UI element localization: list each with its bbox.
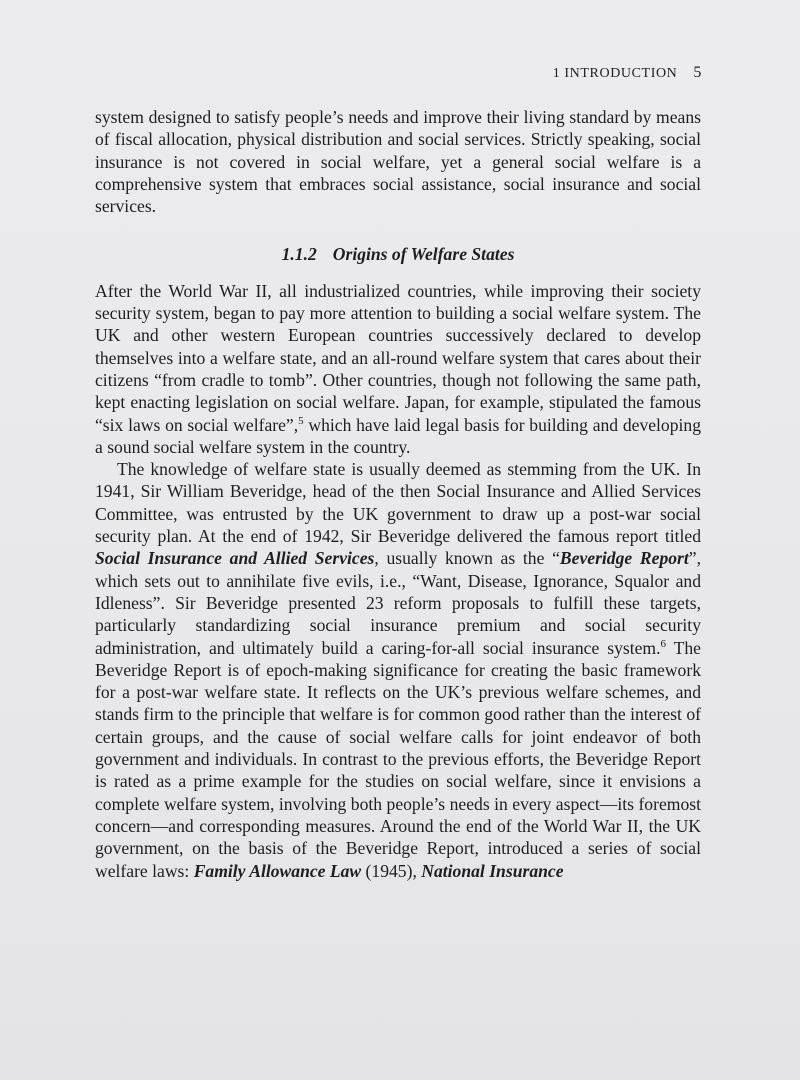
section-title: Origins of Welfare States (332, 244, 515, 265)
section-heading (95, 243, 701, 265)
section-number: 1.1.2 (281, 244, 317, 265)
text-run: The knowledge of welfare state is usually deemed as stemming from the UK. In 1941, Sir William Beveridge, head of the then Social Insurance and Allied Services Committee, was entrusted by the UK government to draw up a post-war social security plan. At the end of 1942, Sir Beveridge delivered the famous report titled (95, 459, 701, 547)
footnote-ref-5: 5 (298, 414, 304, 427)
text-run: The Beveridge Report is of epoch-making significance for creating the basic framework for a post-war welfare state. It reflects on the UK’s previous welfare schemes, and stands firm to the principle that welfare is for common good rather than the interest of certain groups, and the cause of social welfare calls for joint endeavor of both government and individuals. In contrast to the previous efforts, the Beveridge Report is rated as a prime example for the studies on social welfare, since it envisions a complete welfare system, involving both people’s needs in every aspect—its foremost concern—and corresponding measures. Around the end of the World War II, the UK government, on the basis of the Beveridge Report, introduced a series of social welfare laws: (95, 637, 701, 881)
page-number: 5 (693, 64, 702, 81)
law-title: Family Allowance Law (193, 860, 362, 881)
paragraph-intro: system designed to satisfy people’s needs and improve their living standard by means of fiscal allocation, physical distribution and social services. Strictly speaking, social insurance is not covered in social welfare, yet a general social welfare is a comprehensive system that embraces social assistance, social insurance and social services. (95, 107, 701, 217)
text-run: (1945), (361, 860, 422, 881)
text-run: After the World War II, all industrialized countries, while improving their society security system, began to pay more attention to building a social welfare system. The UK and other western European countries successively declared to develop themselves into a welfare state, and an all-round welfare system that cares about their citizens “from cradle to tomb”. Other countries, though not following the same path, kept enacting legislation on social welfare. Japan, for example, stipulated the famous “six laws on social welfare”, (95, 280, 701, 435)
paragraph-beveridge (95, 458, 701, 882)
body-text (95, 106, 701, 882)
text-run: ”, which sets out to annihilate five evils, i.e., “Want, Disease, Ignorance, Squalor and Idleness”. Sir Beveridge presented 23 reform proposals to fulfill these targets, particularly standardizing social insurance premium and social security administration, and ultimately build a caring-for-all social insurance system. (95, 548, 701, 658)
report-nickname: Beveridge Report (559, 548, 689, 569)
footnote-ref-6: 6 (660, 637, 666, 650)
report-title: Social Insurance and Allied Services (95, 548, 375, 569)
running-head (553, 64, 702, 82)
law-title: National Insurance (421, 860, 564, 881)
text-run: , usually known as the “ (374, 548, 560, 569)
chapter-title: 1 INTRODUCTION (552, 66, 678, 81)
text-run: which have laid legal basis for building and developing a sound social welfare system in the country. (95, 414, 702, 457)
paragraph-ww2 (95, 280, 701, 458)
